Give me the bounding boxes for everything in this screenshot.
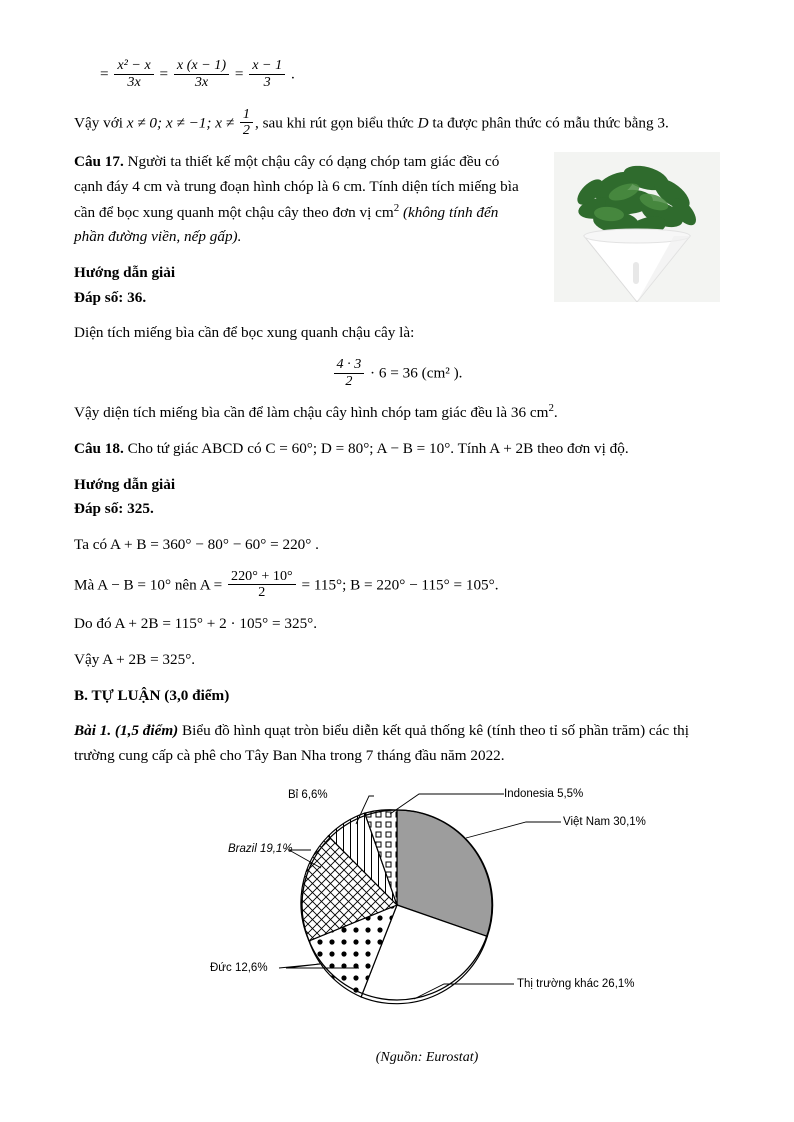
pie-label-duc: Đức 12,6% bbox=[210, 962, 268, 975]
cau-18-solution-line-4: Vậy A + 2B = 325°. bbox=[74, 650, 196, 668]
cau-17-text bbox=[74, 150, 544, 250]
cau-17-exponent: 2 bbox=[393, 201, 400, 214]
cau-17-solution-line-1: Diện tích miếng bìa cần để bọc xung quanh chậu cây là: bbox=[74, 324, 415, 342]
fraction-1 bbox=[114, 58, 153, 91]
plant-pot-photo bbox=[554, 152, 720, 302]
fraction-1-denominator: 3x bbox=[114, 74, 153, 91]
cau-17-text-1: Người ta thiết kế một chậu cây có dạng chóp tam giác đều có bbox=[127, 153, 500, 171]
cau-18-line bbox=[74, 437, 720, 462]
eq-period: . bbox=[290, 65, 295, 83]
cau-18-solution-line-1: Ta có A + B = 360° − 80° − 60° = 220° . bbox=[74, 535, 319, 553]
fraction-half-denominator: 2 bbox=[240, 122, 253, 139]
fraction-1-numerator: x² − x bbox=[117, 57, 151, 73]
cau-17-block bbox=[74, 150, 720, 426]
cau-18-fraction-denominator: 2 bbox=[228, 584, 296, 601]
cau-18-fraction bbox=[228, 569, 296, 602]
condition-2: x ≠ −1; bbox=[165, 114, 212, 132]
cau-17-fraction bbox=[334, 357, 365, 390]
fraction-half-numerator: 1 bbox=[242, 105, 250, 122]
fraction-3 bbox=[249, 58, 285, 91]
cau-17-text-3b: (không tính đến bbox=[402, 203, 499, 221]
cau-17-line-3 bbox=[74, 200, 544, 226]
cau-18-label: Câu 18. bbox=[74, 440, 124, 458]
vay-voi-pre: Vậy với bbox=[74, 114, 123, 132]
cau-17-fraction-denominator: 2 bbox=[334, 373, 365, 390]
cau-18-text: Cho tứ giác ABCD có C = 60°; D = 80°; A − B = 10°. Tính A + 2B theo đơn vị độ. bbox=[127, 440, 629, 458]
fraction-2-numerator: x (x − 1) bbox=[176, 57, 227, 73]
eq-sign-3: = bbox=[234, 65, 244, 83]
bai-1-line-1 bbox=[74, 719, 720, 744]
cau-17-fraction-numerator: 4 · 3 bbox=[336, 355, 362, 372]
bai-1-label: Bài 1. (1,5 điểm) bbox=[74, 722, 179, 740]
expression-variable: D bbox=[417, 114, 429, 132]
condition-1: x ≠ 0; bbox=[126, 114, 163, 132]
vay-voi-mid: , sau khi rút gọn biểu thức bbox=[254, 114, 414, 132]
vay-voi-paragraph bbox=[74, 107, 720, 140]
pie-label-bi: Bỉ 6,6% bbox=[288, 789, 328, 802]
cau-17-conclusion-a: Vậy diện tích miếng bìa cần để làm chậu cây hình chóp tam giác đều là 36 cm bbox=[74, 404, 549, 422]
cau-17-huong-dan-giai: Hướng dẫn giải bbox=[74, 263, 176, 281]
equation-top bbox=[74, 58, 720, 91]
cau-17-conclusion-exponent: 2 bbox=[548, 402, 554, 415]
cau-17-formula-unit: (cm² ). bbox=[421, 364, 463, 382]
cau-18-fraction-numerator: 220° + 10° bbox=[231, 567, 293, 584]
cau-18-huong-dan-giai: Hướng dẫn giải bbox=[74, 475, 176, 493]
cau-17-solution-line-2 bbox=[74, 400, 720, 426]
eq-sign-2: = bbox=[159, 65, 169, 83]
vay-voi-post: ta được phân thức có mẫu thức bằng 3. bbox=[432, 114, 669, 132]
cau-18-dap-so: Đáp số: 325. bbox=[74, 500, 154, 518]
section-b-title: B. TỰ LUẬN (3,0 điểm) bbox=[74, 686, 230, 704]
pie-label-indonesia: Indonesia 5,5% bbox=[504, 788, 584, 801]
cau-18-solution-line-3: Do đó A + 2B = 115° + 2 · 105° = 325°. bbox=[74, 615, 318, 633]
pie-label-viet-nam: Việt Nam 30,1% bbox=[563, 816, 646, 829]
cau-17-line-2: cạnh đáy 4 cm và trung đoạn hình chóp là 6 cm. Tính diện tích miếng bìa bbox=[74, 177, 519, 195]
condition-3: x ≠ bbox=[215, 114, 235, 132]
bai-1-line-2: trường cung cấp cà phê cho Tây Ban Nha trong 7 tháng đầu năm 2022. bbox=[74, 746, 505, 764]
cau-17-formula-rest: · 6 = 36 bbox=[370, 364, 418, 382]
cau-17-line-4: phần đường viền, nếp gấp). bbox=[74, 228, 242, 246]
document-content bbox=[74, 58, 720, 1066]
cau-17-label: Câu 17. bbox=[74, 153, 124, 171]
fraction-3-denominator: 3 bbox=[249, 74, 285, 91]
cau-18-block bbox=[74, 437, 720, 672]
bai-1-text-1: Biểu đồ hình quạt tròn biểu diễn kết quả thống kê (tính theo tỉ số phần trăm) các thị bbox=[182, 722, 689, 740]
cau-17-conclusion-b: . bbox=[553, 404, 558, 422]
cau-17-text-3a: cần để bọc xung quanh một chậu cây theo đơn vị cm bbox=[74, 203, 394, 221]
cau-18-line-2-pre: Mà A − B = 10° nên A = bbox=[74, 576, 223, 594]
pie-label-brazil: Brazil 19,1% bbox=[228, 843, 293, 856]
cau-18-line-2-post: = 115°; B = 220° − 115° = 105°. bbox=[301, 576, 499, 594]
fraction-2 bbox=[174, 58, 229, 91]
pie-label-thi-truong-khac: Thị trường khác 26,1% bbox=[517, 978, 635, 991]
cau-17-dap-so: Đáp số: 36. bbox=[74, 288, 147, 306]
cau-18-solution-line-2 bbox=[74, 569, 720, 602]
cau-17-formula bbox=[74, 357, 720, 390]
fraction-2-denominator: 3x bbox=[174, 74, 229, 91]
cau-17-line-1 bbox=[74, 150, 544, 175]
fraction-3-numerator: x − 1 bbox=[252, 57, 283, 73]
fraction-half bbox=[240, 107, 253, 140]
eq-lead: = bbox=[100, 65, 109, 83]
chart-source-note: (Nguồn: Eurostat) bbox=[375, 1050, 479, 1066]
pie-chart bbox=[74, 780, 720, 1048]
